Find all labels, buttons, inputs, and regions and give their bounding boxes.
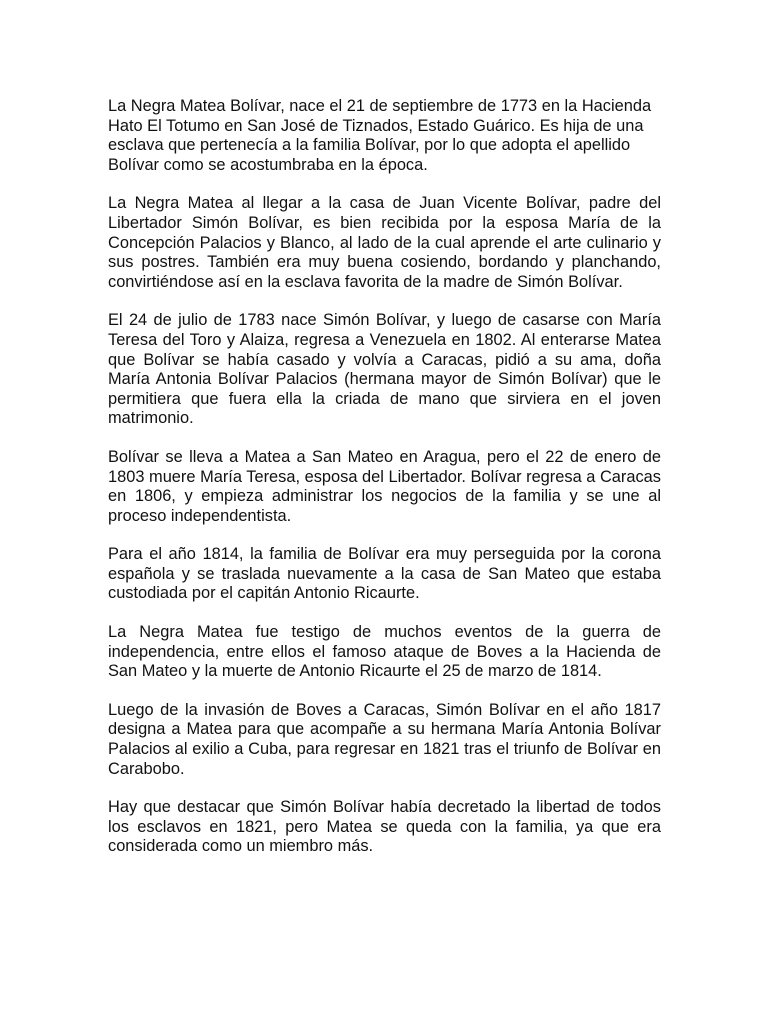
paragraph-7: Luego de la invasión de Boves a Caracas, Simón Bolívar en el año 1817 designa a Matea para que acompañe a su hermana María Antonia Bolívar Palacios al exilio a Cuba, para regresar en 1821 tras el triunfo de Bolívar en Carabobo.: [108, 700, 661, 778]
paragraph-2: La Negra Matea al llegar a la casa de Juan Vicente Bolívar, padre del Libertador Simón Bolívar, es bien recibida por la esposa María de la Concepción Palacios y Blanco, al lado de la cual aprende el arte culinario y sus postres. También era muy buena cosiendo, bordando y planchando, convirtiéndose así en la esclava favorita de la madre de Simón Bolívar.: [108, 194, 661, 291]
paragraph-1: La Negra Matea Bolívar, nace el 21 de septiembre de 1773 en la Hacienda Hato El Totumo en San José de Tiznados, Estado Guárico. Es hija de una esclava que pertenecía a la familia Bolívar, por lo que adopta el apellido Bolívar como se acostumbraba en la época.: [108, 97, 652, 174]
paragraph-3: El 24 de julio de 1783 nace Simón Bolívar, y luego de casarse con María Teresa del Toro y Alaiza, regresa a Venezuela en 1802. Al enterarse Matea que Bolívar se había casado y volvía a Caracas, pidió a su ama, doña María Antonia Bolívar Palacios (hermana mayor de Simón Bolívar) que le permitiera que fuera ella la criada de mano que sirviera en el joven matrimonio.: [108, 311, 661, 428]
paragraph-4: Bolívar se lleva a Matea a San Mateo en Aragua, pero el 22 de enero de 1803 muere María Teresa, esposa del Libertador. Bolívar regresa a Caracas en 1806, y empieza administrar los negocios de la familia y se une al proceso independentista.: [108, 447, 661, 525]
paragraph-8: Hay que destacar que Simón Bolívar había decretado la libertad de todos los esclavos en 1821, pero Matea se queda con la familia, ya que era considerada como un miembro más.: [108, 798, 661, 856]
paragraph-6: La Negra Matea fue testigo de muchos eventos de la guerra de independencia, entre ellos el famoso ataque de Boves a la Hacienda de San Mateo y la muerte de Antonio Ricaurte el 25 de marzo de 1814.: [108, 623, 661, 681]
paragraph-5: Para el año 1814, la familia de Bolívar era muy perseguida por la corona española y se traslada nuevamente a la casa de San Mateo que estaba custodiada por el capitán Antonio Ricaurte.: [108, 545, 661, 603]
document-page: [108, 97, 661, 876]
